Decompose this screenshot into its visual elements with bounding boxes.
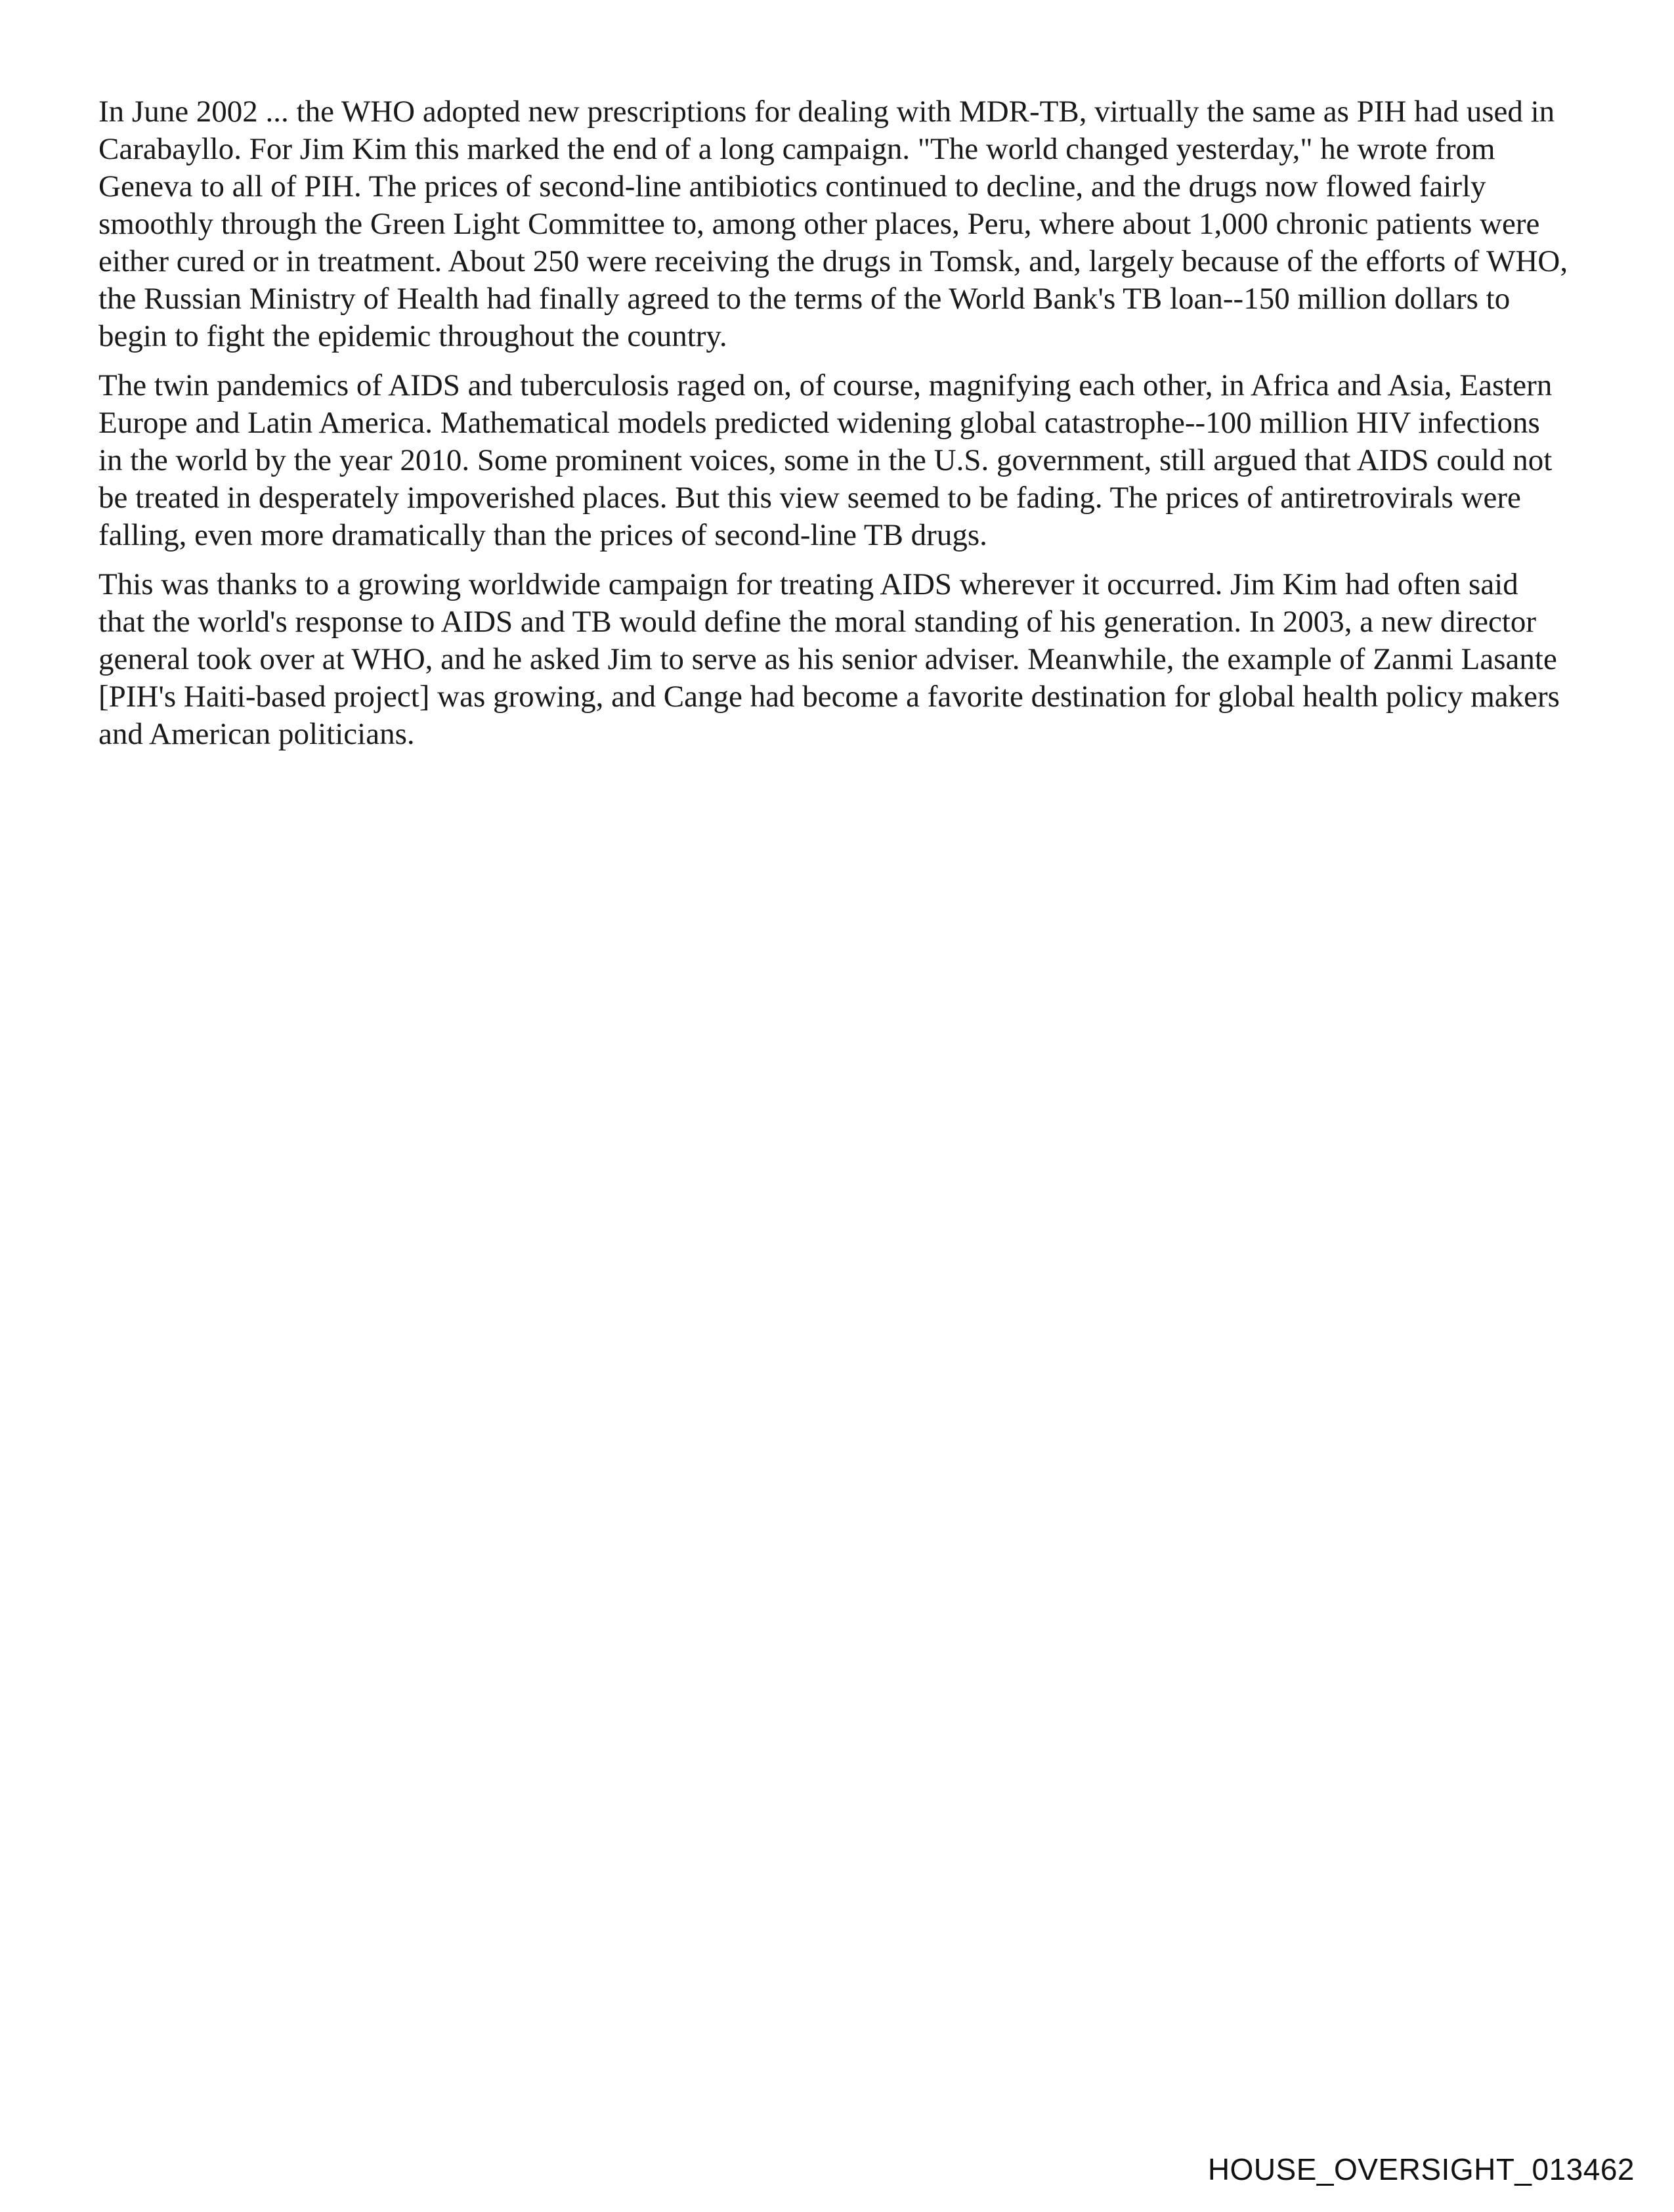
paragraph-2: The twin pandemics of AIDS and tuberculosis raged on, of course, magnifying each other, in Africa and Asia, Eastern Europe and Latin America. Mathematical models predicted widening global catastrophe--100 million HIV infections in the world by the year 2010. Some prominent voices, some in the U.S. government, still argued that AIDS could not be treated in desperately impoverished places. But this view seemed to be fading. The prices of antiretrovirals were falling, even more dramatically than the prices of second-line TB drugs.: [98, 368, 1553, 552]
paragraph-1: In June 2002 ... the WHO adopted new prescriptions for dealing with MDR-TB, virtually the same as PIH had used in Carabayllo. For Jim Kim this marked the end of a long campaign. "The world changed yesterday," he wrote from Geneva to all of PIH. The prices of second-line antibiotics continued to decline, and the drugs now flowed fairly smoothly through the Green Light Committee to, among other places, Peru, where about 1,000 chronic patients were either cured or in treatment. About 250 were receiving the drugs in Tomsk, and, largely because of the efforts of WHO, the Russian Ministry of Health had finally agreed to the terms of the World Bank's TB loan--150 million dollars to begin to fight the epidemic throughout the country.: [98, 95, 1568, 353]
paragraph-3: This was thanks to a growing worldwide campaign for treating AIDS wherever it occurred. Jim Kim had often said that the world's response to AIDS and TB would define the moral standing of his generation. In 2003, a new director general took over at WHO, and he asked Jim to serve as his senior adviser. Meanwhile, the example of Zanmi Lasante [PIH's Haiti-based project] was growing, and Cange had become a favorite destination for global health policy makers and American politicians.: [98, 567, 1560, 751]
document-body: [98, 93, 1569, 765]
bates-stamp: HOUSE_OVERSIGHT_013462: [1207, 2152, 1635, 2186]
